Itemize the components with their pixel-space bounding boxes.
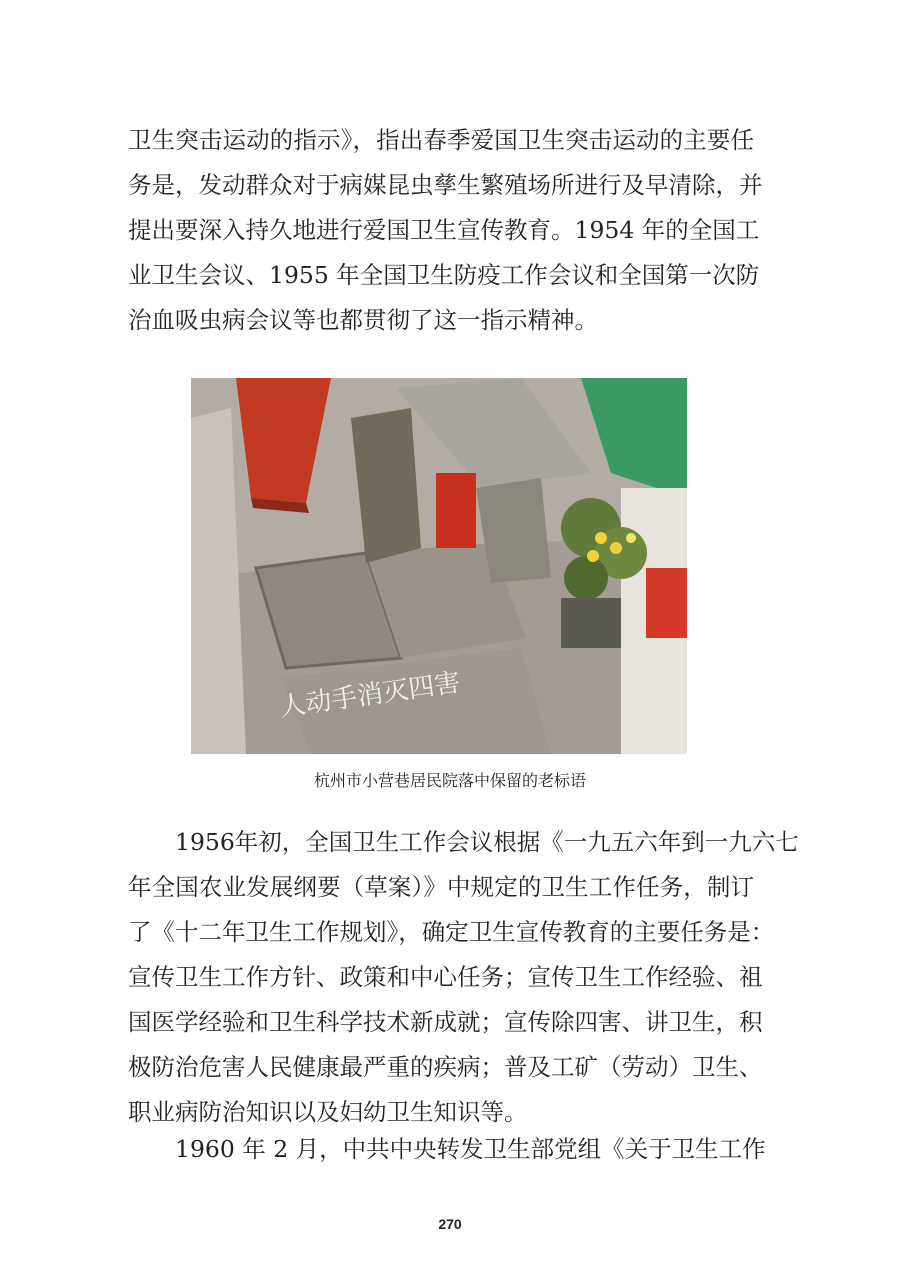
text-line: 提出要深入持久地进行爱国卫生宣传教育。1954 年的全国工 [128,216,760,244]
text-line: 卫生突击运动的指示》，指出春季爱国卫生突击运动的主要任 [128,126,754,154]
ground-slogan: 人动手消灭四害 [277,667,463,723]
text-line: 1956年初，全国卫生工作会议根据《一九五六年到一九六七 [175,828,799,856]
text-line: 宣传卫生工作方针、政策和中心任务；宣传卫生工作经验、祖 [128,963,763,991]
text-line: 了《十二年卫生工作规划》，确定卫生宣传教育的主要任务是： [128,918,775,946]
text-line: 务是，发动群众对于病媒昆虫孳生繁殖场所进行及早清除，并 [128,171,763,199]
text-line: 治血吸虫病会议等也都贯彻了这一指示精神。 [128,306,598,334]
paragraph-1 [128,118,763,343]
text-line: 1960 年 2 月，中共中央转发卫生部党组《关于卫生工作 [175,1135,766,1163]
text-line: 职业病防治知识以及妇幼卫生知识等。 [128,1098,528,1126]
text-line: 国医学经验和卫生科学技术新成就；宣传除四害、讲卫生，积 [128,1008,763,1036]
page-number: 270 [438,1216,462,1232]
text-line: 极防治危害人民健康最严重的疾病；普及工矿（劳动）卫生、 [128,1053,763,1081]
text-line: 年全国农业发展纲要（草案）》中规定的卫生工作任务，制订 [128,873,754,901]
paragraph-3 [128,1127,766,1172]
courtyard-photo-illustration [191,378,687,754]
figure-caption: 杭州市小营巷居民院落中保留的老标语 [313,771,586,790]
figure-photo [191,378,687,754]
paragraph-2 [128,820,799,1135]
text-line: 业卫生会议、1955 年全国卫生防疫工作会议和全国第一次防 [128,261,760,289]
